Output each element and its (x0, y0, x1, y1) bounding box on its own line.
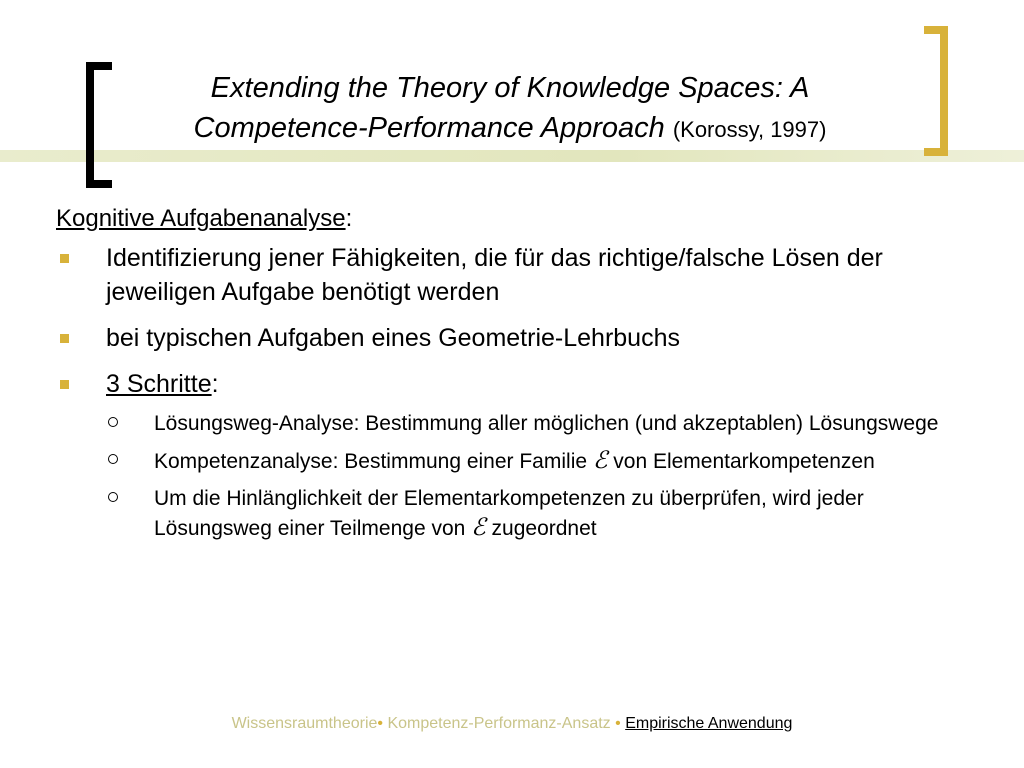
steps-suffix: : (211, 370, 219, 398)
slide-title (110, 68, 910, 150)
script-e-symbol: ℰ (592, 446, 608, 474)
footer-link-kompetenz-performanz[interactable]: Kompetenz-Performanz-Ansatz (387, 715, 611, 732)
section-heading-suffix: : (345, 205, 353, 232)
ring-bullet-icon (108, 417, 118, 427)
square-bullet-icon (60, 334, 69, 343)
sub-bullet-list (106, 409, 976, 543)
square-bullet-icon (60, 254, 69, 263)
sub-bullet-item (106, 484, 976, 543)
footer-separator: • (377, 715, 384, 732)
title-citation: (Korossy, 1997) (672, 117, 827, 142)
footer-separator: • (615, 715, 621, 732)
footer-navigation (0, 713, 1024, 735)
decorative-band (0, 150, 1024, 162)
bullet-item (56, 241, 976, 309)
bullet-text: Identifizierung jener Fähigkeiten, die für das richtige/falsche Lösen der jeweiligen Aufgabe benötigt werden (106, 244, 883, 306)
title-line-2: Competence-Performance Approach (193, 112, 665, 144)
ring-bullet-icon (108, 454, 118, 464)
footer-link-empirische-anwendung[interactable]: Empirische Anwendung (625, 715, 793, 732)
sub-bullet-text: Lösungsweg-Analyse: Bestimmung aller möglichen (und akzeptablen) Lösungswege (154, 412, 939, 435)
sub-bullet-text-after: von Elementarkompetenzen (613, 450, 875, 473)
bullet-item (56, 321, 976, 355)
sub-bullet-text-before: Kompetenzanalyse: Bestimmung einer Familie (154, 450, 588, 473)
sub-bullet-text-after: zugeordnet (491, 517, 597, 540)
script-e-symbol: ℰ (471, 513, 486, 541)
square-bullet-icon (60, 380, 69, 389)
title-line-1: Extending the Theory of Knowledge Spaces: A (210, 72, 810, 104)
bullet-item-steps (56, 367, 976, 543)
footer-link-wissensraumtheorie[interactable]: Wissensraumtheorie (231, 715, 378, 732)
bullet-list (56, 241, 976, 543)
sub-bullet-item (106, 409, 976, 438)
section-heading (56, 203, 976, 235)
slide-content (56, 203, 976, 555)
section-heading-label: Kognitive Aufgabenanalyse (56, 205, 346, 232)
ring-bullet-icon (108, 492, 118, 502)
sub-bullet-text-before: Um die Hinlänglichkeit der Elementarkompetenzen zu überprüfen, wird jeder Lösungsweg einer Teilmenge von (154, 487, 864, 540)
right-bracket-decoration (922, 26, 948, 156)
bullet-text: bei typischen Aufgaben eines Geometrie-Lehrbuchs (106, 324, 680, 352)
sub-bullet-item (106, 446, 976, 476)
steps-label: 3 Schritte (106, 370, 212, 398)
